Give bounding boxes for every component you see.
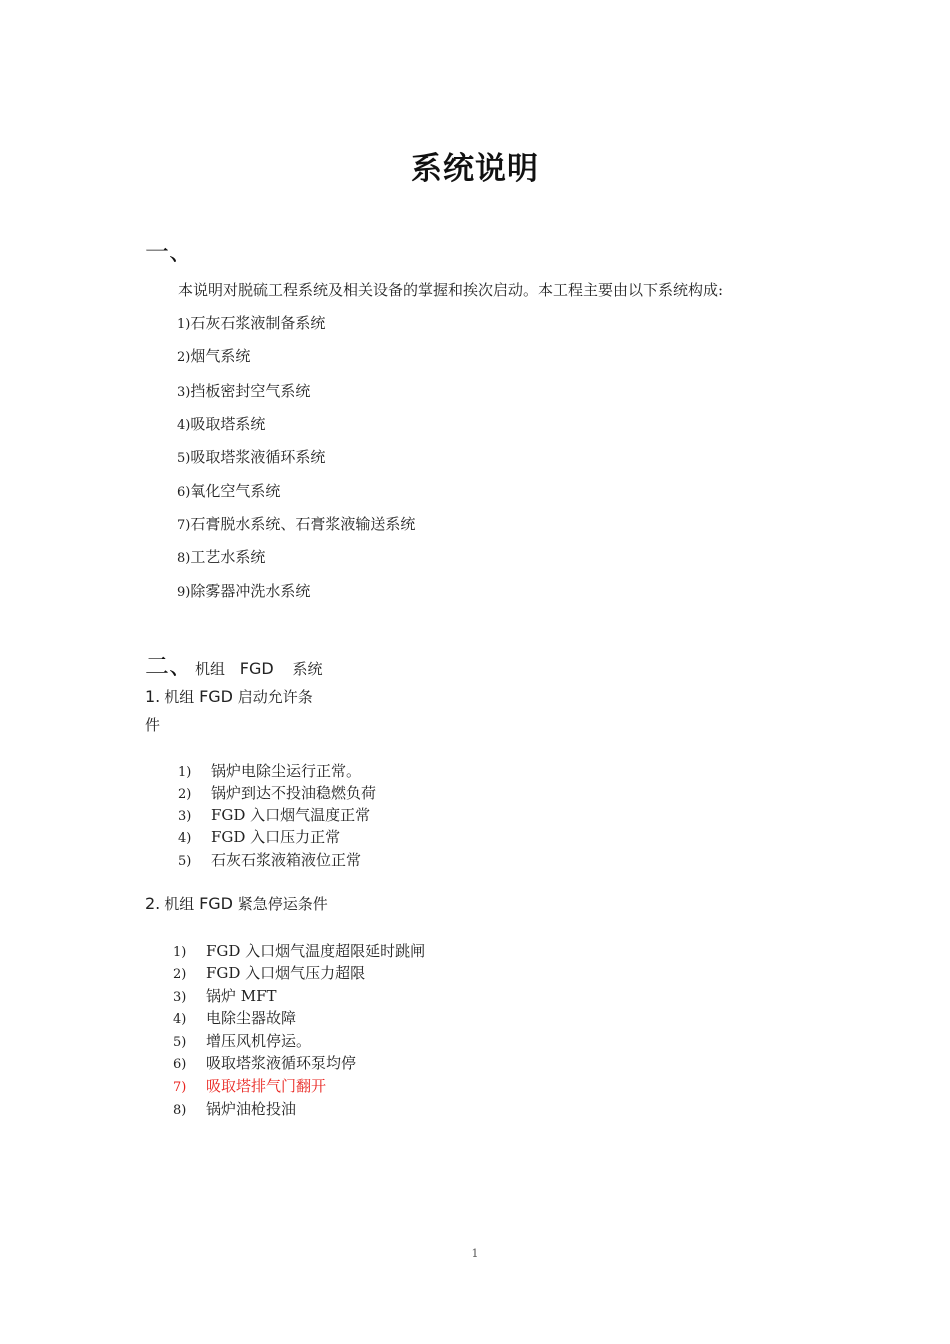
list-item: 2) 锅炉到达不投油稳燃负荷 [178,784,377,802]
section-2-heading: 二、 [145,652,193,680]
list-item: 2)烟气系统 [177,347,251,365]
list-item: 6) 吸取塔浆液循环泵均停 [173,1054,357,1072]
list-item: 2) FGD 入口烟气压力超限 [173,964,366,982]
section-1-heading: 一、 [145,238,193,266]
section-1-intro: 本说明对脱硫工程系统及相关设备的掌握和挨次启动。本工程主要由以下系统构成: [178,281,724,299]
list-item: 6)氧化空气系统 [177,482,281,500]
list-item: 9)除雾器冲洗水系统 [177,582,311,600]
list-item: 3) FGD 入口烟气温度正常 [178,806,371,824]
list-item: 4)吸取塔系统 [177,415,266,433]
page-number: 1 [471,1247,479,1260]
list-item: 1) 锅炉电除尘运行正常。 [178,762,362,780]
section-2-subtitle: 机组 FGD 系统 [195,659,323,678]
list-item: 1) FGD 入口烟气温度超限延时跳闸 [173,942,426,960]
list-item: 5) 石灰石浆液箱液位正常 [178,851,362,869]
part-1-title-wrap: 件 [145,716,161,734]
list-item: 7)石膏脱水系统、石膏浆液输送系统 [177,515,416,533]
part-1-title: 1. 机组 FGD 启动允许条 [145,687,313,706]
list-item: 5)吸取塔浆液循环系统 [177,448,326,466]
list-item: 1)石灰石浆液制备系统 [177,314,326,332]
list-item: 5) 增压风机停运。 [173,1032,312,1050]
list-item: 4) FGD 入口压力正常 [178,828,341,846]
part-2-title: 2. 机组 FGD 紧急停运条件 [145,894,328,913]
list-item: 4) 电除尘器故障 [173,1009,297,1027]
list-item: 3) 锅炉 MFT [173,987,277,1005]
list-item-highlighted: 7) 吸取塔排气门翻开 [173,1077,327,1095]
page-title: 系统说明 [411,151,539,187]
list-item: 8)工艺水系统 [177,548,266,566]
list-item: 3)挡板密封空气系统 [177,382,311,400]
list-item: 8) 锅炉油枪投油 [173,1100,297,1118]
